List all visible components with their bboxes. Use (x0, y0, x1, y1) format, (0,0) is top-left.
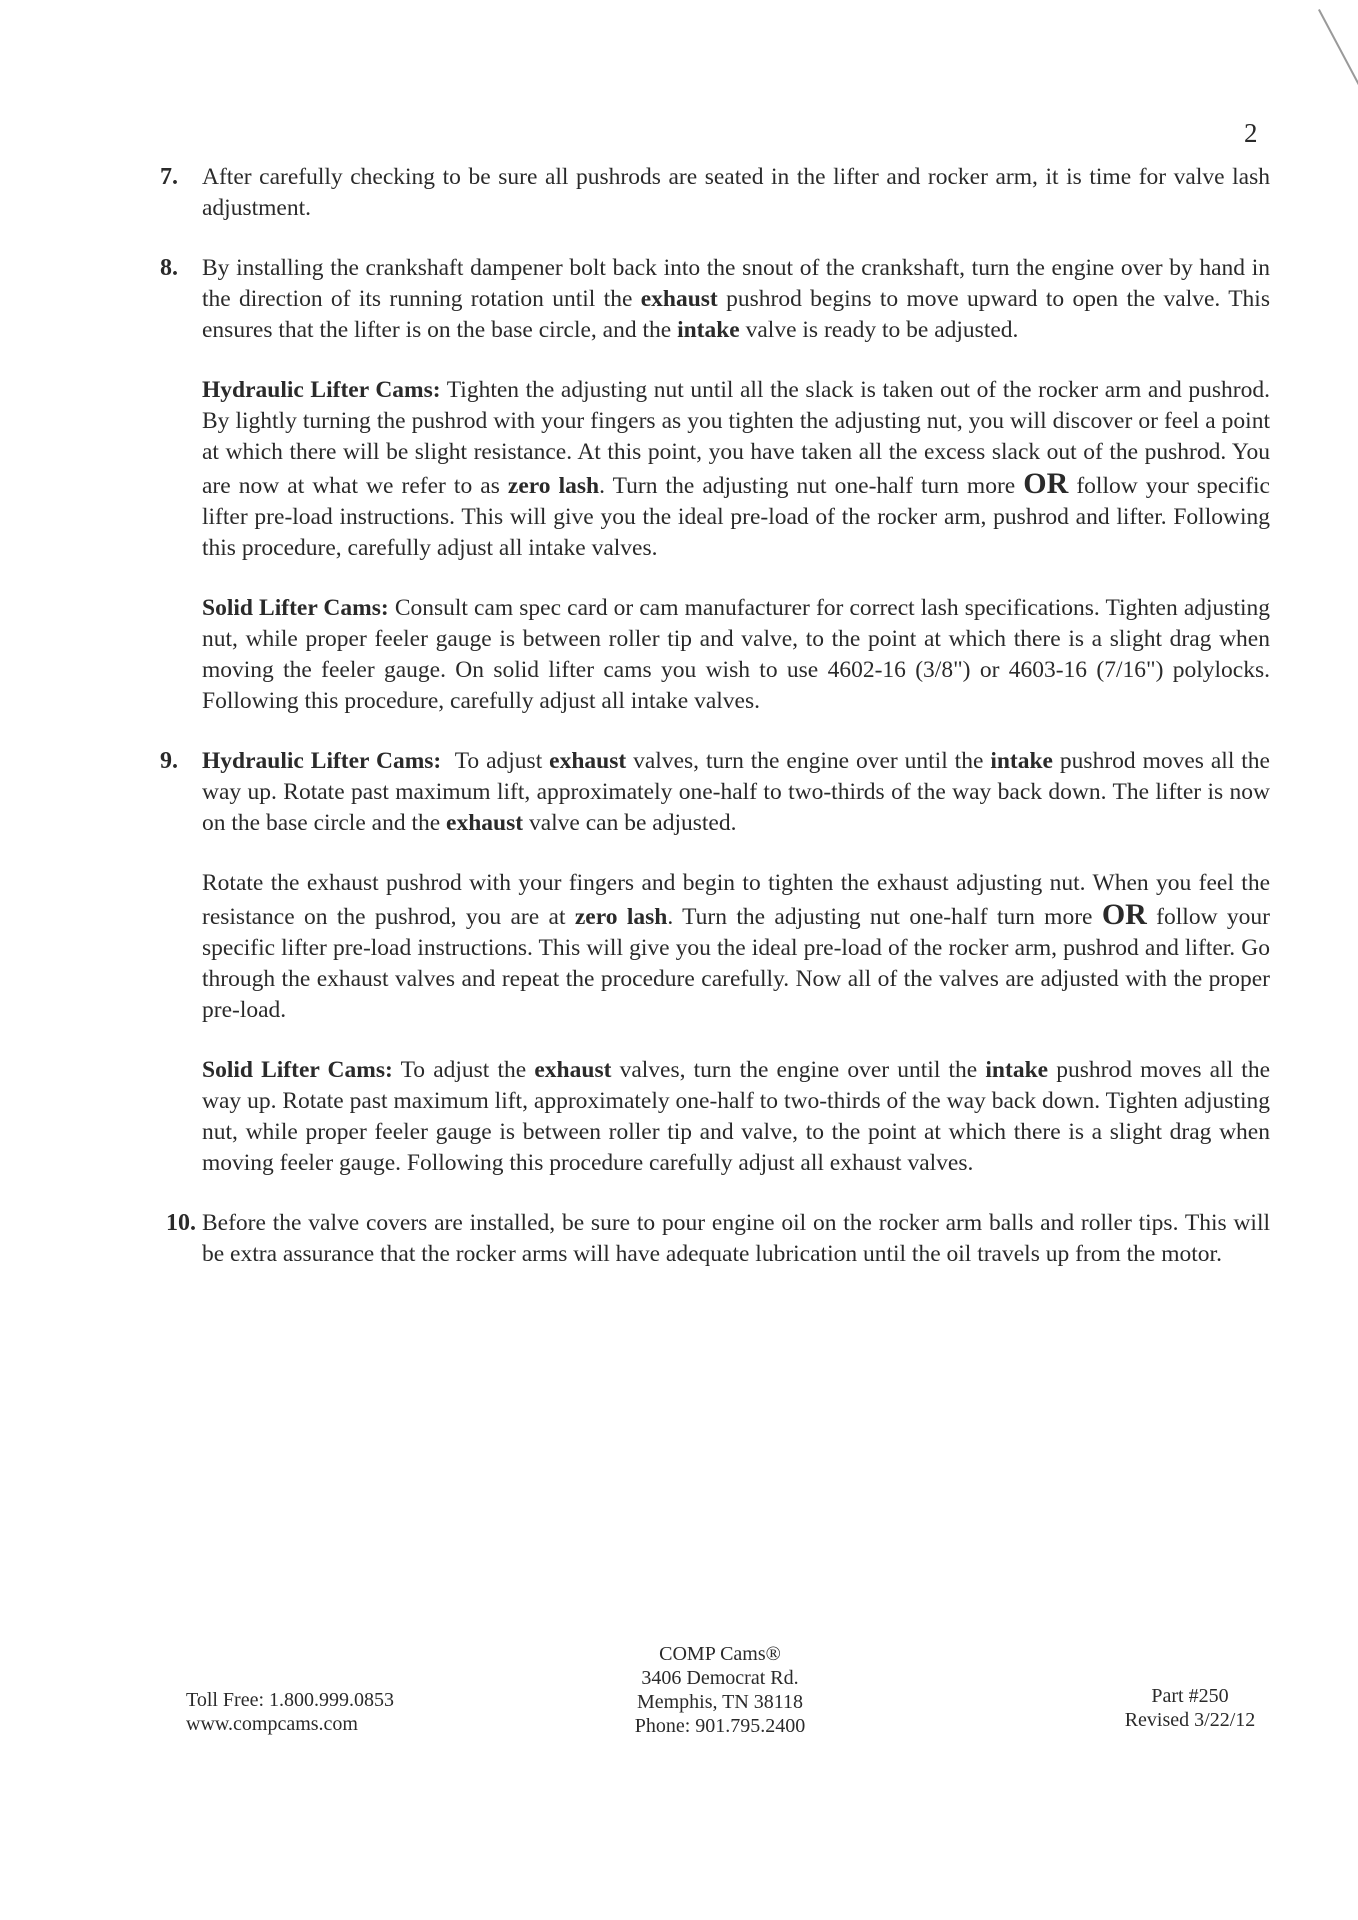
revision-date: Revised 3/22/12 (1124, 1709, 1256, 1731)
toll-free-phone: Toll Free: 1.800.999.0853 (186, 1689, 395, 1711)
scan-edge-line (1318, 9, 1358, 107)
instructions-body (160, 162, 1270, 1299)
solid-lifter-paragraph: Solid Lifter Cams: Consult cam spec card or cam manufacturer for correct lash specifications. Tighten adjusting nut, while proper feeler gauge is between roller tip and valve, to the point at which there is a slight drag when moving the feeler gauge. On solid lifter cams you wish to use 4602-16 (3/8") or 4603-16 (7/16") polylocks. Following this procedure, carefully adjust all intake valves. (202, 595, 1271, 714)
step-number: 8. (160, 255, 178, 281)
street-address: 3406 Democrat Rd. (641, 1667, 799, 1689)
step-number: 9. (160, 748, 178, 774)
step-10 (160, 1208, 1270, 1270)
page-number: 2 (1244, 118, 1258, 148)
company-name: COMP Cams® (659, 1643, 781, 1665)
footer-address (560, 1642, 880, 1738)
step-9 (160, 746, 1270, 1179)
step-intro: By installing the crankshaft dampener bolt back into the snout of the crankshaft, turn the engine over by hand in the direction of its running rotation until the exhaust pushrod begins to move upward to open the valve. This ensures that the lifter is on the base circle, and the intake valve is ready to be adjusted. (202, 255, 1270, 343)
hydraulic-lifter-paragraph: Hydraulic Lifter Cams: Tighten the adjusting nut until all the slack is taken out of the rocker arm and pushrod. By lightly turning the pushrod with your fingers as you tighten the adjusting nut, you will discover or feel a point at which there will be slight resistance. At this point, you have taken all the excess slack out of the pushrod. You are now at what we refer to as zero lash. Turn the adjusting nut one-half turn more OR follow your specific lifter pre-load instructions. This will give you the ideal pre-load of the rocker arm, pushrod and lifter. Following this procedure, carefully adjust all intake valves. (202, 377, 1270, 561)
subheading: Solid Lifter Cams: (202, 1057, 393, 1083)
footer-part-info (1080, 1684, 1300, 1732)
step-text: After carefully checking to be sure all pushrods are seated in the lifter and rocker arm, it is time for valve lash adjustment. (202, 164, 1270, 221)
step-number: 7. (160, 164, 178, 190)
footer-contact (186, 1688, 394, 1736)
step-text: Before the valve covers are installed, be sure to pour engine oil on the rocker arm balls and roller tips. This will be extra assurance that the rocker arms will have adequate lubrication until the oil travels up from the motor. (202, 1210, 1270, 1267)
website: www.compcams.com (186, 1713, 358, 1735)
city-state-zip: Memphis, TN 38118 (636, 1691, 804, 1713)
subheading: Hydraulic Lifter Cams: (202, 377, 441, 403)
step-8 (160, 253, 1270, 717)
subheading: Solid Lifter Cams: (202, 595, 389, 621)
step-7 (160, 162, 1270, 224)
solid-lifter-paragraph: Solid Lifter Cams: To adjust the exhaust valves, turn the engine over until the intake pushrod moves all the way up. Rotate past maximum lift, approximately one-half to two-thirds of the way back down. Tighten adjusting nut, while proper feeler gauge is between roller tip and valve, to the point at which there is a slight drag when moving feeler gauge. Following this procedure carefully adjust all exhaust valves. (202, 1057, 1270, 1176)
office-phone: Phone: 901.795.2400 (634, 1715, 806, 1737)
hydraulic-lifter-paragraph: Hydraulic Lifter Cams: To adjust exhaust valves, turn the engine over until the intake pushrod moves all the way up. Rotate past maximum lift, approximately one-half to two-thirds of the way back down. The lifter is now on the base circle and the exhaust valve can be adjusted. (202, 748, 1270, 836)
part-number: Part #250 (1151, 1685, 1229, 1707)
subheading: Hydraulic Lifter Cams: (202, 748, 442, 774)
step-number: 10. (166, 1210, 196, 1236)
rotate-paragraph: Rotate the exhaust pushrod with your fingers and begin to tighten the exhaust adjusting nut. When you feel the resistance on the pushrod, you are at zero lash. Turn the adjusting nut one-half turn more OR follow your specific lifter pre-load instructions. This will give you the ideal pre-load of the rocker arm, pushrod and lifter. Go through the exhaust valves and repeat the procedure carefully. Now all of the valves are adjusted with the proper pre-load. (202, 870, 1270, 1023)
